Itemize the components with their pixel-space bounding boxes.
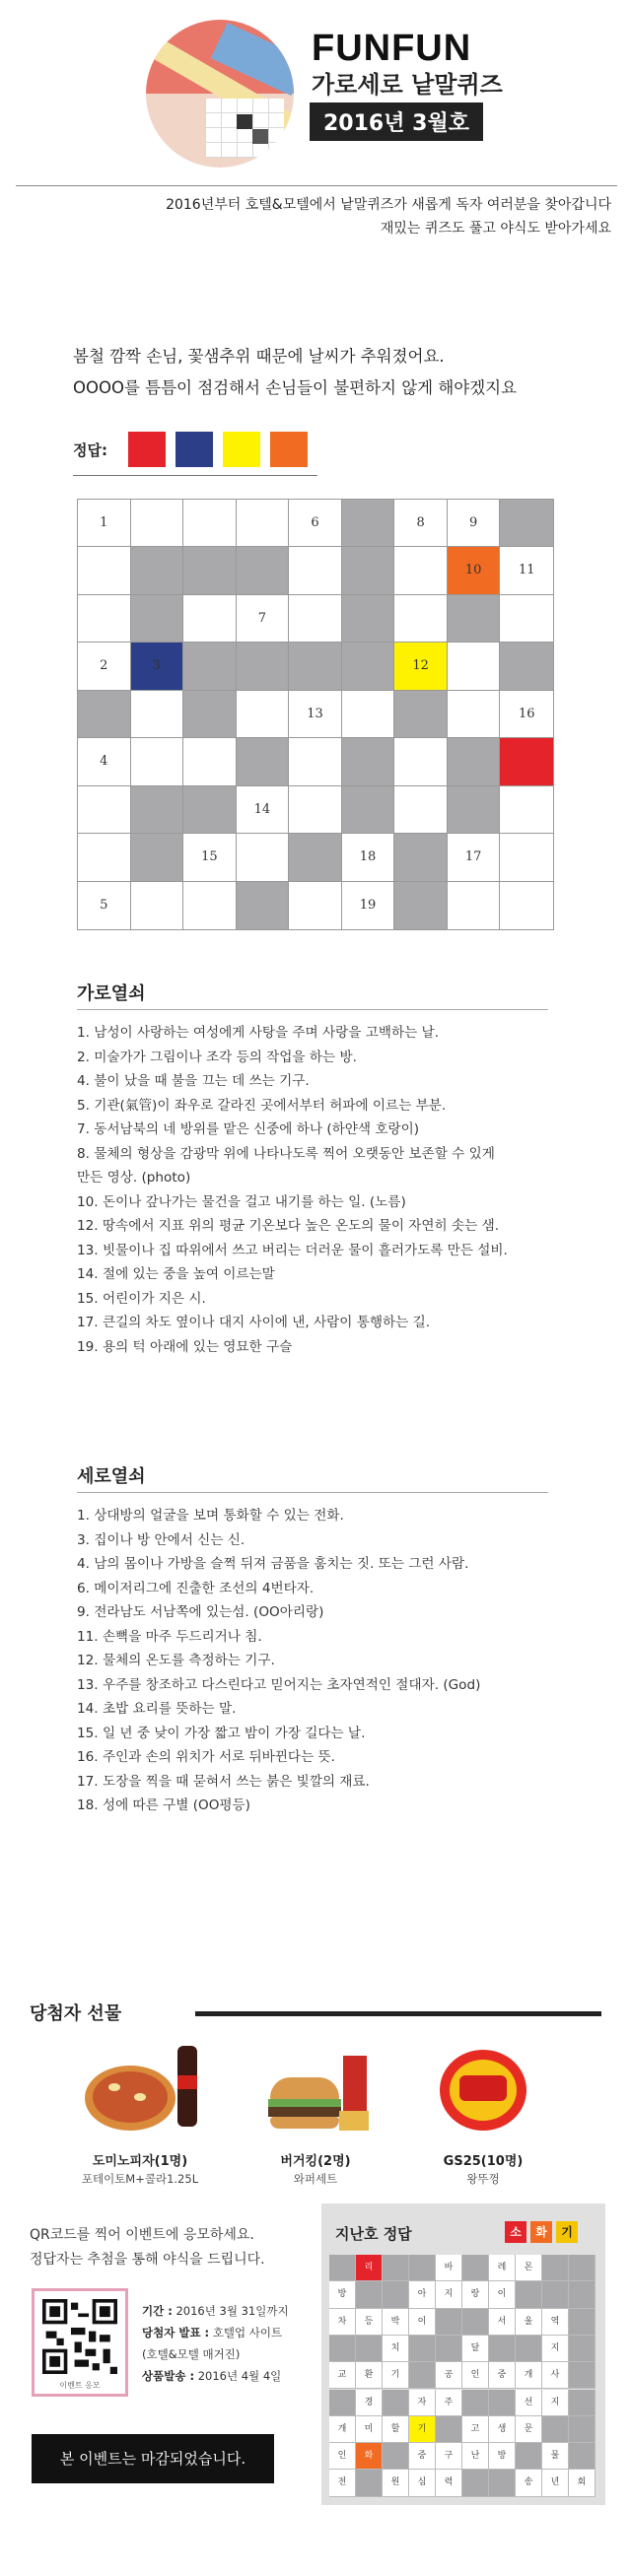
crossword-cell[interactable] xyxy=(183,882,237,929)
clue-number: 13 xyxy=(307,706,323,721)
crossword-cell xyxy=(500,643,553,690)
previous-grid-cell: 아 xyxy=(409,2281,436,2308)
crossword-cell[interactable] xyxy=(394,786,448,834)
qr-instructions xyxy=(30,2223,265,2272)
answer-box-1[interactable] xyxy=(128,432,166,467)
clue-number: 14 xyxy=(253,801,271,817)
winners-divider xyxy=(195,2011,601,2016)
clue-number: 2 xyxy=(100,658,108,674)
down-clue: 3. 집이나 방 안에서 신는 신. xyxy=(77,1531,245,1548)
crossword-cell[interactable] xyxy=(394,595,448,643)
crossword-cell[interactable] xyxy=(78,786,131,834)
previous-answer-panel xyxy=(321,2203,605,2505)
crossword-cell[interactable] xyxy=(342,882,395,929)
crossword-cell[interactable] xyxy=(237,786,290,834)
qr-code-card[interactable] xyxy=(32,2288,128,2397)
previous-grid-cell xyxy=(356,2281,383,2308)
previous-grid-cell: 경 xyxy=(356,2390,383,2416)
winners-title: 당첨자 선물 xyxy=(30,2003,122,2024)
issue-badge: 2016년 3월호 xyxy=(310,102,483,141)
clue-number: 15 xyxy=(201,849,218,865)
previous-grid-cell: 지 xyxy=(542,2336,569,2362)
previous-grid-cell xyxy=(489,2470,516,2496)
prize-pizza xyxy=(71,2036,209,2187)
previous-grid-cell: 리 xyxy=(356,2255,383,2281)
crossword-cell xyxy=(500,500,553,547)
previous-grid-cell: 사 xyxy=(542,2362,569,2389)
previous-grid-cell: 역 xyxy=(542,2309,569,2336)
previous-grid-cell: 지 xyxy=(436,2281,462,2308)
answer-box-4[interactable] xyxy=(270,432,308,467)
down-clue: 17. 도장을 찍을 때 묻혀서 쓰는 붉은 빛깔의 재료. xyxy=(77,1773,370,1790)
qr-line: QR코드를 찍어 이벤트에 응모하세요. xyxy=(30,2227,254,2243)
previous-grid-cell: 기 xyxy=(409,2416,436,2443)
crossword-cell[interactable] xyxy=(500,882,553,929)
announce-label: 당첨자 발표 : xyxy=(142,2326,210,2339)
across-clue: 19. 용의 턱 아래에 있는 영묘한 구슬 xyxy=(77,1338,293,1355)
down-clue: 14. 초밥 요리를 뜻하는 말. xyxy=(77,1701,237,1717)
clue-number: 3 xyxy=(152,658,161,674)
quiz-question xyxy=(73,341,517,404)
crossword-cell[interactable] xyxy=(183,738,237,785)
crossword-cell xyxy=(237,882,290,929)
previous-grid-cell: 몬 xyxy=(516,2255,542,2281)
crossword-cell[interactable] xyxy=(131,643,184,690)
crossword-cell[interactable] xyxy=(500,738,553,785)
previous-grid-cell: 구 xyxy=(436,2443,462,2470)
previous-grid-cell: 화 xyxy=(356,2443,383,2470)
answer-label: 정답: xyxy=(73,441,107,459)
previous-grid-cell xyxy=(409,2362,436,2389)
crossword-cell[interactable] xyxy=(448,643,501,690)
clue-number: 16 xyxy=(518,706,535,721)
across-clue-list xyxy=(77,1021,550,1359)
intro-text xyxy=(166,193,611,240)
crossword-cell xyxy=(131,547,184,594)
previous-grid-cell xyxy=(329,2390,356,2416)
previous-grid-cell xyxy=(436,2336,462,2362)
down-divider xyxy=(77,1492,548,1493)
crossword-cell xyxy=(183,691,237,738)
previous-grid-cell xyxy=(489,2390,516,2416)
previous-grid-cell: 중 xyxy=(409,2443,436,2470)
previous-grid-cell: 공 xyxy=(436,2362,462,2389)
period-label: 기간 : xyxy=(142,2304,173,2318)
previous-grid-cell xyxy=(383,2390,409,2416)
across-clue: 1. 남성이 사랑하는 여성에게 사탕을 주며 사랑을 고백하는 날. xyxy=(77,1025,440,1041)
clue-number: 17 xyxy=(464,849,482,865)
previous-grid-cell: 개 xyxy=(516,2362,542,2389)
crossword-cell xyxy=(237,643,290,690)
quiz-logo-icon xyxy=(146,20,294,168)
crossword-cell xyxy=(342,738,395,785)
previous-grid-cell: 생 xyxy=(489,2416,516,2443)
prize-desc: 포테이토M+콜라1.25L xyxy=(81,2172,199,2186)
announce-value: 호텔업 사이트 xyxy=(212,2326,283,2339)
across-clue: 15. 어린이가 지은 시. xyxy=(77,1290,206,1307)
previous-grid-cell xyxy=(462,2390,489,2416)
previous-grid-cell: 울 xyxy=(516,2309,542,2336)
crossword-cell[interactable] xyxy=(448,547,501,594)
clue-number: 6 xyxy=(311,515,319,530)
crossword-cell[interactable] xyxy=(131,500,184,547)
crossword-cell[interactable] xyxy=(289,595,342,643)
previous-grid-cell xyxy=(516,2336,542,2362)
down-clue: 6. 메이저리그에 진출한 조선의 4번타자. xyxy=(77,1580,315,1596)
crossword-cell[interactable] xyxy=(289,738,342,785)
event-info xyxy=(142,2300,289,2387)
down-clue: 16. 주인과 손의 위치가 서로 뒤바뀐다는 뜻. xyxy=(77,1749,335,1765)
crossword-cell xyxy=(183,547,237,594)
tag-so: 소 xyxy=(505,2221,526,2243)
crossword-cell xyxy=(342,595,395,643)
previous-grid-cell xyxy=(409,2336,436,2362)
clue-number: 7 xyxy=(257,610,267,626)
crossword-cell[interactable] xyxy=(289,882,342,929)
clue-number: 11 xyxy=(518,563,535,578)
answer-row xyxy=(73,426,319,473)
previous-grid-cell xyxy=(569,2336,596,2362)
previous-grid-cell xyxy=(383,2255,409,2281)
previous-grid-cell xyxy=(542,2255,569,2281)
crossword-cell xyxy=(342,643,395,690)
previous-answer-grid xyxy=(329,2255,596,2497)
across-clue: 12. 땅속에서 지표 위의 평균 기온보다 높은 온도의 물이 자연히 솟는 샘. xyxy=(77,1218,500,1234)
crossword-cell xyxy=(183,643,237,690)
previous-grid-cell: 송 xyxy=(516,2470,542,2496)
previous-grid-cell: 전 xyxy=(329,2470,356,2496)
qr-caption: 이벤트 응모 xyxy=(59,2381,101,2390)
previous-grid-cell: 원 xyxy=(383,2470,409,2496)
crossword-cell xyxy=(237,738,290,785)
header xyxy=(0,0,631,187)
down-clue: 9. 전라남도 서남쪽에 있는섬. (OO아리랑) xyxy=(77,1604,324,1620)
down-clue: 18. 성에 따른 구별 (OO평등) xyxy=(77,1797,250,1813)
previous-grid-cell: 할 xyxy=(383,2416,409,2443)
clue-number: 19 xyxy=(359,897,377,913)
crossword-cell[interactable] xyxy=(78,738,131,785)
crossword-cell[interactable] xyxy=(342,834,395,881)
previous-grid-cell: 력 xyxy=(436,2470,462,2496)
previous-grid-cell: 기 xyxy=(383,2362,409,2389)
across-clue: 2. 미술가가 그림이나 조각 등의 작업을 하는 방. xyxy=(77,1049,357,1065)
prize-name: 버거킹(2명) xyxy=(280,2154,351,2169)
previous-grid-cell: 중 xyxy=(489,2362,516,2389)
previous-grid-cell xyxy=(462,2470,489,2496)
crossword-cell[interactable] xyxy=(289,786,342,834)
previous-grid-cell: 자 xyxy=(409,2390,436,2416)
crossword-cell[interactable] xyxy=(289,691,342,738)
previous-grid-cell xyxy=(489,2336,516,2362)
previous-grid-cell xyxy=(329,2255,356,2281)
crossword-cell[interactable] xyxy=(237,595,290,643)
previous-grid-cell xyxy=(383,2281,409,2308)
ramen-cup-icon xyxy=(424,2036,542,2144)
across-clue: 13. 빗물이나 집 따위에서 쓰고 버리는 더러운 물이 흘러가도록 만든 설비. xyxy=(77,1242,508,1258)
ship-value: 2016년 4월 4일 xyxy=(197,2369,282,2383)
crossword-cell[interactable] xyxy=(500,691,553,738)
crossword-cell xyxy=(78,691,131,738)
across-clue: 10. 돈이나 갚나가는 물건을 걸고 내기를 하는 일. (노름) xyxy=(77,1193,406,1210)
intro-line: 재밌는 퀴즈도 풀고 야식도 받아가세요 xyxy=(380,221,611,237)
previous-grid-cell: 물 xyxy=(542,2443,569,2470)
crossword-cell[interactable] xyxy=(78,547,131,594)
down-title: 세로열쇠 xyxy=(77,1466,146,1487)
down-clue: 15. 일 년 중 낮이 가장 짧고 밤이 가장 길다는 날. xyxy=(77,1725,366,1741)
down-clue: 1. 상대방의 얼굴을 보며 통화할 수 있는 전화. xyxy=(77,1508,344,1524)
across-clue: 17. 큰길의 차도 옆이나 대지 사이에 낸, 사람이 통행하는 길. xyxy=(77,1315,431,1330)
previous-grid-cell: 등 xyxy=(356,2309,383,2336)
previous-grid-cell: 문 xyxy=(516,2416,542,2443)
crossword-cell[interactable] xyxy=(500,786,553,834)
previous-grid-cell: 이 xyxy=(409,2309,436,2336)
crossword-cell[interactable] xyxy=(448,834,501,881)
crossword-cell[interactable] xyxy=(448,500,501,547)
previous-grid-cell: 난 xyxy=(462,2443,489,2470)
brand-title: FUNFUN xyxy=(312,28,472,69)
clue-number: 5 xyxy=(100,897,108,913)
previous-grid-cell: 인 xyxy=(462,2362,489,2389)
crossword-cell[interactable] xyxy=(237,834,290,881)
clue-number: 18 xyxy=(359,849,377,865)
crossword-cell xyxy=(448,786,501,834)
previous-grid-cell xyxy=(383,2443,409,2470)
previous-grid-cell xyxy=(569,2255,596,2281)
crossword-cell xyxy=(394,834,448,881)
qr-code-icon[interactable] xyxy=(42,2299,117,2374)
crossword-cell[interactable] xyxy=(448,882,501,929)
page-subtitle: 가로세로 낱말퀴즈 xyxy=(312,71,503,99)
crossword-cell xyxy=(448,738,501,785)
prize-name: GS25(10명) xyxy=(443,2154,524,2169)
clue-number: 10 xyxy=(464,563,482,578)
intro-line: 2016년부터 호텔&모텔에서 낱말퀴즈가 새롭게 독자 여러분을 찾아갑니다 xyxy=(166,197,611,213)
crossword-cell xyxy=(183,786,237,834)
down-clue: 11. 손뼉을 마주 두드리거나 침. xyxy=(77,1628,262,1645)
previous-grid-cell xyxy=(356,2336,383,2362)
crossword-cell xyxy=(131,595,184,643)
previous-grid-cell xyxy=(569,2309,596,2336)
crossword-cell[interactable] xyxy=(78,882,131,929)
previous-grid-cell: 고 xyxy=(462,2416,489,2443)
answer-underline xyxy=(73,475,317,476)
crossword-cell[interactable] xyxy=(500,547,553,594)
previous-grid-cell xyxy=(516,2443,542,2470)
answer-box-2[interactable] xyxy=(175,432,213,467)
previous-grid-cell xyxy=(462,2309,489,2336)
previous-grid-cell xyxy=(542,2281,569,2308)
crossword-cell[interactable] xyxy=(183,834,237,881)
previous-grid-cell: 박 xyxy=(383,2309,409,2336)
previous-grid-cell xyxy=(516,2281,542,2308)
question-line: 봄철 깜짝 손님, 꽃샘추위 때문에 날씨가 추워졌어요. xyxy=(73,347,445,366)
previous-grid-cell: 방 xyxy=(489,2443,516,2470)
crossword-cell[interactable] xyxy=(131,882,184,929)
crossword-cell[interactable] xyxy=(237,500,290,547)
qr-line: 정답자는 추첨을 통해 야식을 드립니다. xyxy=(30,2252,265,2268)
crossword-grid xyxy=(77,499,554,930)
crossword-cell[interactable] xyxy=(394,738,448,785)
across-clue: 4. 불이 났을 때 불을 끄는 데 쓰는 기구. xyxy=(77,1073,310,1089)
previous-grid-cell: 교 xyxy=(329,2362,356,2389)
previous-grid-cell: 바 xyxy=(436,2255,462,2281)
previous-grid-cell: 개 xyxy=(329,2416,356,2443)
across-clue: 8. 물체의 형상을 감광막 위에 나타나도록 찍어 오랫동안 보존할 수 있게 xyxy=(77,1145,495,1162)
previous-grid-cell: 서 xyxy=(489,2309,516,2336)
previous-grid-cell: 이 xyxy=(489,2281,516,2308)
previous-grid-cell xyxy=(569,2443,596,2470)
crossword-cell[interactable] xyxy=(131,691,184,738)
crossword-cell[interactable] xyxy=(183,500,237,547)
across-clue: 14. 절에 있는 중을 높여 이르는말 xyxy=(77,1266,275,1282)
crossword-cell xyxy=(131,786,184,834)
crossword-cell xyxy=(394,691,448,738)
crossword-cell[interactable] xyxy=(394,547,448,594)
crossword-cell[interactable] xyxy=(131,738,184,785)
crossword-cell[interactable] xyxy=(237,691,290,738)
pizza-icon xyxy=(81,2036,199,2144)
down-clue: 4. 남의 몸이나 가방을 슬쩍 뒤져 금품을 훔치는 짓. 또는 그런 사람. xyxy=(77,1556,469,1572)
previous-grid-cell xyxy=(436,2416,462,2443)
clue-number: 1 xyxy=(100,515,108,530)
crossword-cell xyxy=(342,500,395,547)
prize-ramen xyxy=(414,2036,552,2187)
down-clue-list xyxy=(77,1504,550,1818)
previous-grid-cell: 방 xyxy=(329,2281,356,2308)
announce-value-2: (호텔&모텔 매거진) xyxy=(142,2347,241,2361)
previous-grid-cell: 미 xyxy=(356,2416,383,2443)
prize-burger xyxy=(246,2036,385,2187)
previous-grid-cell xyxy=(569,2281,596,2308)
previous-grid-cell: 년 xyxy=(542,2470,569,2496)
previous-grid-cell xyxy=(356,2470,383,2496)
previous-grid-cell xyxy=(409,2255,436,2281)
question-line: OOOO를 틈틈이 점검해서 손님들이 불편하지 않게 해야겠지요 xyxy=(73,378,518,397)
previous-grid-cell: 차 xyxy=(329,2309,356,2336)
previous-grid-cell: 심 xyxy=(409,2470,436,2496)
previous-grid-cell: 주 xyxy=(436,2390,462,2416)
across-clue: 7. 동서남북의 네 방위를 맡은 신중에 하나 (하얀색 호랑이) xyxy=(77,1121,420,1137)
previous-grid-cell xyxy=(329,2336,356,2362)
across-divider xyxy=(77,1009,548,1010)
crossword-cell[interactable] xyxy=(289,500,342,547)
previous-grid-cell: 치 xyxy=(383,2336,409,2362)
tag-hwa: 화 xyxy=(530,2221,552,2243)
clue-number: 9 xyxy=(469,515,478,530)
event-closed-banner: 본 이벤트는 마감되었습니다. xyxy=(32,2434,274,2483)
crossword-cell[interactable] xyxy=(78,834,131,881)
across-title: 가로열쇠 xyxy=(77,983,146,1004)
previous-grid-cell: 인 xyxy=(329,2443,356,2470)
down-clue: 12. 물체의 온도를 측정하는 기구. xyxy=(77,1653,275,1668)
previous-answer-title: 지난호 정답 xyxy=(335,2225,412,2243)
crossword-cell[interactable] xyxy=(342,691,395,738)
crossword-cell xyxy=(342,547,395,594)
crossword-cell xyxy=(342,786,395,834)
prize-desc: 왕뚜껑 xyxy=(466,2172,500,2186)
previous-grid-cell xyxy=(569,2362,596,2389)
previous-grid-cell: 랑 xyxy=(462,2281,489,2308)
across-clue: 만든 영상. (photo) xyxy=(77,1170,191,1186)
crossword-cell[interactable] xyxy=(78,643,131,690)
burger-icon xyxy=(256,2036,375,2144)
crossword-cell[interactable] xyxy=(183,595,237,643)
previous-grid-cell: 지 xyxy=(542,2390,569,2416)
crossword-cell xyxy=(394,882,448,929)
crossword-cell xyxy=(289,834,342,881)
crossword-cell xyxy=(237,547,290,594)
crossword-cell[interactable] xyxy=(448,691,501,738)
crossword-cell[interactable] xyxy=(78,500,131,547)
previous-grid-cell xyxy=(462,2255,489,2281)
period-value: 2016년 3월 31일까지 xyxy=(175,2304,289,2318)
crossword-cell xyxy=(289,643,342,690)
previous-grid-cell: 달 xyxy=(462,2336,489,2362)
previous-grid-cell: 레 xyxy=(489,2255,516,2281)
down-clue: 13. 우주를 창조하고 다스린다고 믿어지는 초자연적인 절대자. (God) xyxy=(77,1676,481,1693)
crossword-cell[interactable] xyxy=(500,595,553,643)
crossword-cell xyxy=(448,595,501,643)
previous-grid-cell: 환 xyxy=(356,2362,383,2389)
clue-number: 8 xyxy=(416,515,425,530)
prize-name: 도미노피자(1명) xyxy=(92,2154,188,2169)
previous-grid-cell xyxy=(569,2416,596,2443)
crossword-cell[interactable] xyxy=(500,834,553,881)
clue-number: 4 xyxy=(100,754,108,770)
across-clue: 5. 기관(氣管)이 좌우로 갈라진 곳에서부터 허파에 이르는 부분. xyxy=(77,1097,447,1114)
crossword-cell[interactable] xyxy=(394,500,448,547)
previous-grid-cell: 선 xyxy=(516,2390,542,2416)
previous-grid-cell xyxy=(436,2309,462,2336)
tag-gi: 기 xyxy=(556,2221,578,2243)
clue-number: 12 xyxy=(412,658,429,674)
previous-grid-cell xyxy=(542,2416,569,2443)
ship-label: 상품발송 : xyxy=(142,2369,195,2383)
previous-grid-cell xyxy=(569,2390,596,2416)
crossword-cell[interactable] xyxy=(289,547,342,594)
previous-grid-cell: 회 xyxy=(569,2470,596,2496)
crossword-cell xyxy=(131,834,184,881)
crossword-cell[interactable] xyxy=(394,643,448,690)
answer-box-3[interactable] xyxy=(223,432,260,467)
crossword-cell[interactable] xyxy=(78,595,131,643)
header-divider xyxy=(16,185,617,186)
prize-desc: 와퍼세트 xyxy=(293,2172,338,2186)
